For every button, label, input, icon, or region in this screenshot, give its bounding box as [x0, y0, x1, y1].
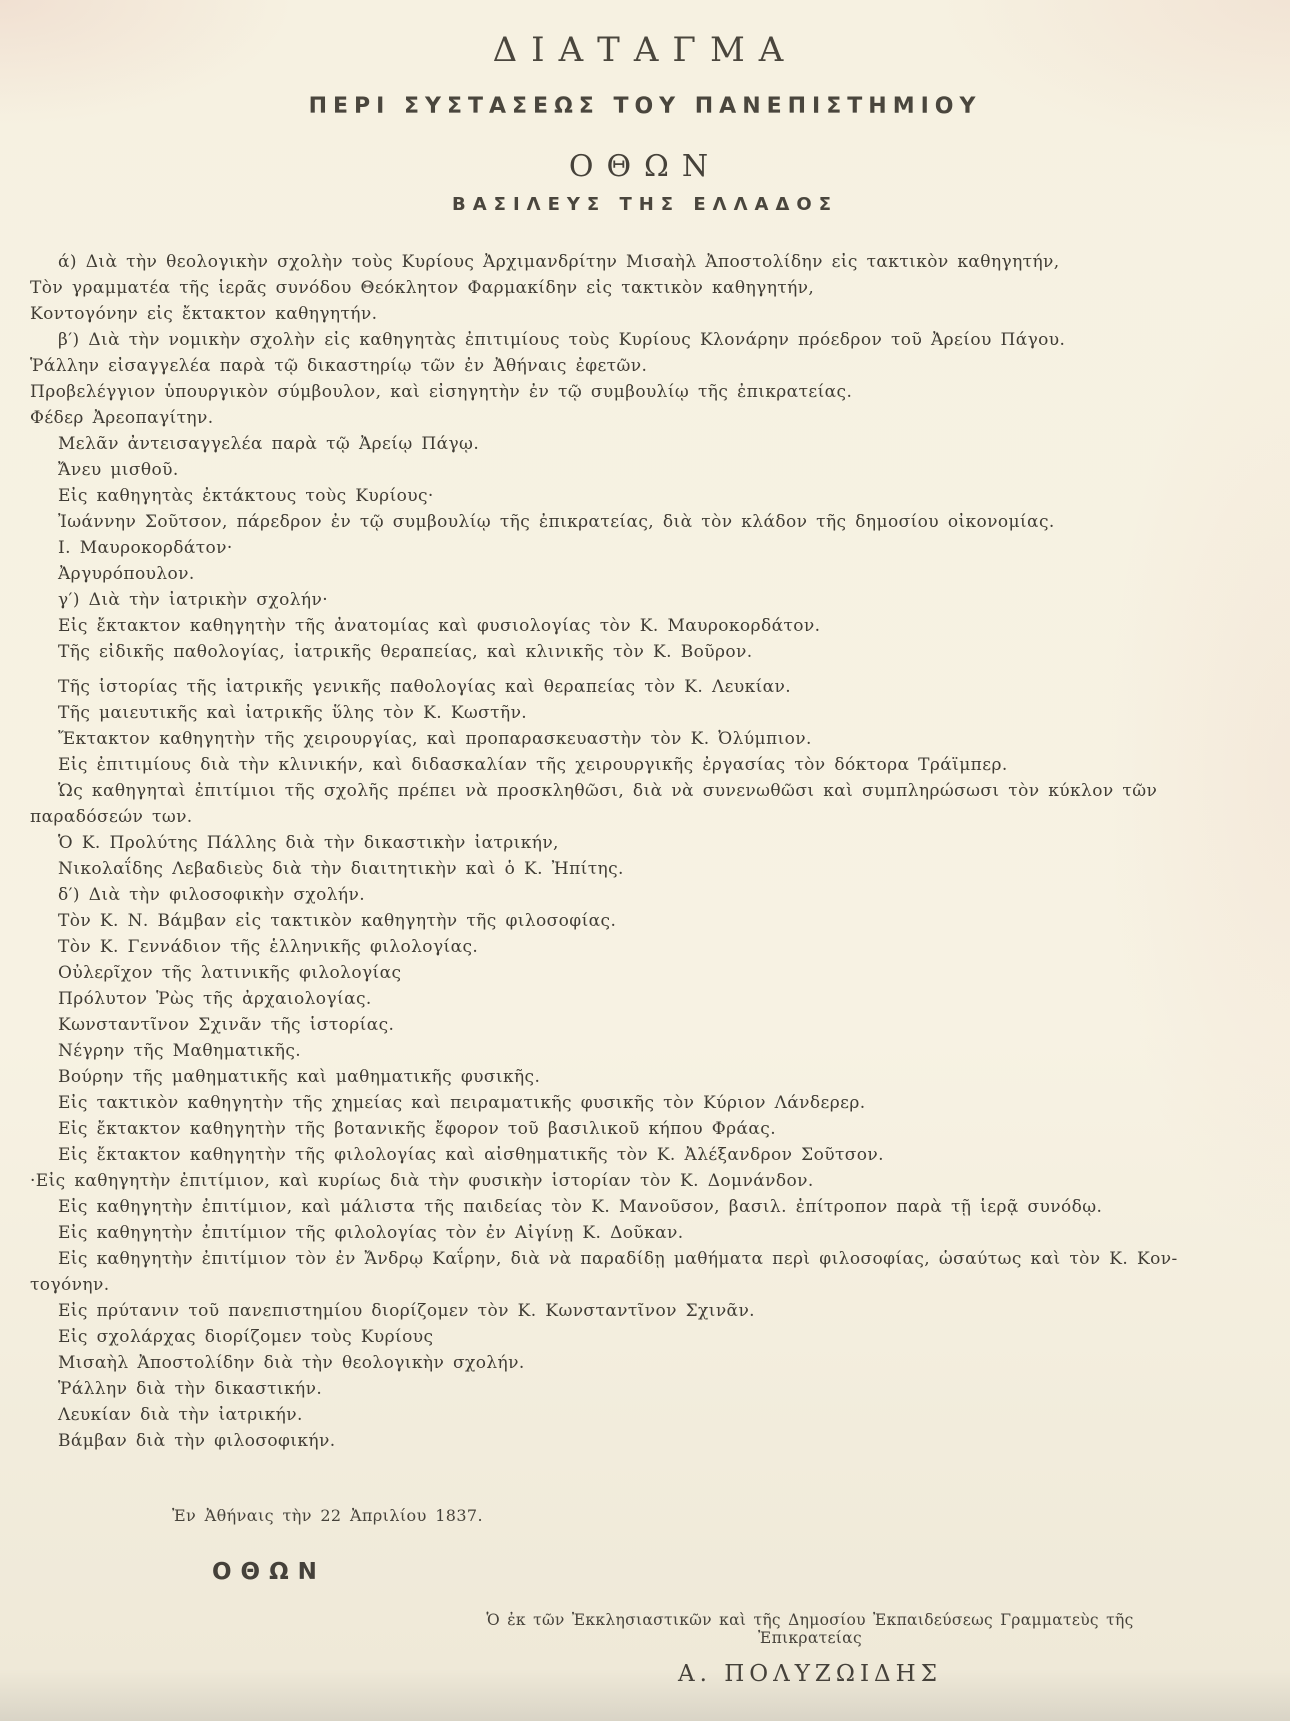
body-line: Ι. Μαυροκορδάτον· — [58, 538, 233, 558]
dateline: Ἐν Ἀθήναις τὴν 22 Ἀπριλίου 1837. — [172, 1506, 483, 1525]
body-line: Εἰς καθηγητὴν ἐπιτίμιον τὸν ἐν Ἄνδρῳ Καΐρην, διὰ νὰ παραδίδῃ μαθήματα περὶ φιλοσοφίας, ὡσαύτως καὶ τὸν Κ. Κον- — [58, 1249, 1178, 1269]
body-line: Πρόλυτον Ῥὼς τῆς ἀρχαιολογίας. — [58, 989, 372, 1009]
body-line: Τὸν Κ. Ν. Βάμβαν εἰς τακτικὸν καθηγητὴν τῆς φιλοσοφίας. — [58, 911, 617, 931]
body-line: δ′) Διὰ τὴν φιλοσοφικὴν σχολήν. — [58, 885, 366, 905]
body-line: Κοντογόνην εἰς ἔκτακτον καθηγητήν. — [30, 304, 378, 324]
body-line: Ὡς καθηγηταὶ ἐπιτίμιοι τῆς σχολῆς πρέπει νὰ προσκληθῶσι, διὰ νὰ συνενωθῶσι καὶ συμπληρώσωσι τὸν κύκλον τῶν — [58, 781, 1158, 801]
body-line: Νέγρην τῆς Μαθηματικῆς. — [58, 1041, 302, 1061]
body-line: Λευκίαν διὰ τὴν ἰατρικήν. — [58, 1405, 303, 1425]
body-line: ·Εἰς καθηγητὴν ἐπιτίμιον, καὶ κυρίως διὰ τὴν φυσικὴν ἱστορίαν τὸν Κ. Δομνάνδον. — [30, 1171, 814, 1191]
body-line: Εἰς πρύτανιν τοῦ πανεπιστημίου διορίζομεν τὸν Κ. Κωνσταντῖνον Σχινᾶν. — [58, 1301, 755, 1321]
body-line: Τῆς εἰδικῆς παθολογίας, ἰατρικῆς θεραπείας, καὶ κλινικῆς τὸν Κ. Βοῦρον. — [58, 642, 753, 662]
body-line: Εἰς σχολάρχας διορίζομεν τοὺς Κυρίους — [58, 1327, 434, 1347]
king-name-heading: ΟΘΩΝ — [568, 149, 722, 184]
body-line: ά) Διὰ τὴν θεολογικὴν σχολὴν τοὺς Κυρίους Ἀρχιμανδρίτην Μισαὴλ Ἀποστολίδην εἰς τακτικὸν καθηγητήν, — [58, 252, 1060, 272]
body-line: Εἰς τακτικὸν καθηγητὴν τῆς χημείας καὶ πειραματικῆς φυσικῆς τὸν Κύριον Λάνδερερ. — [58, 1093, 866, 1113]
body-line: Ἄνευ μισθοῦ. — [58, 460, 179, 480]
body-line: Ῥάλλην εἰσαγγελέα παρὰ τῷ δικαστηρίῳ τῶν ἐν Ἀθήναις ἐφετῶν. — [30, 356, 648, 376]
body-line: Μισαὴλ Ἀποστολίδην διὰ τὴν θεολογικὴν σχολήν. — [58, 1353, 525, 1373]
body-line: γ′) Διὰ τὴν ἰατρικὴν σχολήν· — [58, 590, 329, 610]
body-line: Εἰς καθηγητὴν ἐπιτίμιον τῆς φιλολογίας τὸν ἐν Αἰγίνῃ Κ. Δοῦκαν. — [58, 1223, 684, 1243]
body-line: Τῆς μαιευτικῆς καὶ ἰατρικῆς ὕλης τὸν Κ. Κωστῆν. — [58, 703, 528, 723]
decree-subtitle: ΠΕΡΙ ΣΥΣΤΑΣΕΩΣ ΤΟΥ ΠΑΝΕΠΙΣΤΗΜΙΟΥ — [308, 94, 982, 119]
secretary-block — [470, 1611, 1150, 1687]
body-line: Τὸν Κ. Γεννάδιον τῆς ἑλληνικῆς φιλολογίας. — [58, 937, 479, 957]
secretary-signature: Α. ΠΟΛΥΖΩΙΔΗΣ — [677, 1661, 942, 1687]
body-line: Εἰς ἔκτακτον καθηγητὴν τῆς ἀνατομίας καὶ φυσιολογίας τὸν Κ. Μαυροκορδάτον. — [58, 616, 821, 636]
body-line: Οὐλερῖχον τῆς λατινικῆς φιλολογίας — [58, 963, 402, 983]
body-line: Προβελέγγιον ὑπουργικὸν σύμβουλον, καὶ εἰσηγητὴν ἐν τῷ συμβουλίῳ τῆς ἐπικρατείας. — [30, 382, 853, 402]
body-line: Εἰς καθηγητὴν ἐπιτίμιον, καὶ μάλιστα τῆς παιδείας τὸν Κ. Μανοῦσον, βασιλ. ἐπίτροπον παρὰ τῇ ἱερᾷ συνόδῳ. — [58, 1197, 1103, 1217]
body-line: Βάμβαν διὰ τὴν φιλοσοφικήν. — [58, 1431, 336, 1451]
body-line: Φέδερ Ἀρεοπαγίτην. — [30, 408, 214, 428]
body-line: Εἰς καθηγητὰς ἐκτάκτους τοὺς Κυρίους· — [58, 486, 434, 506]
body-line: Ὁ Κ. Προλύτης Πάλλης διὰ τὴν δικαστικὴν ἰατρικήν, — [58, 833, 559, 853]
body-line: Ἀργυρόπουλον. — [58, 564, 195, 584]
secretary-title: Ὁ ἐκ τῶν Ἐκκλησιαστικῶν καὶ τῆς Δημοσίου Ἐκπαιδεύσεως Γραμματεὺς τῆς Ἐπικρατείας — [486, 1611, 1134, 1647]
body-line: παραδόσεών των. — [30, 807, 193, 827]
decree-body — [30, 249, 1260, 1454]
body-line: Βούρην τῆς μαθηματικῆς καὶ μαθηματικῆς φυσικῆς. — [58, 1067, 541, 1087]
body-line: Ἔκτακτον καθηγητὴν τῆς χειρουργίας, καὶ προπαρασκευαστὴν τὸν Κ. Ὀλύμπιον. — [58, 729, 812, 749]
body-line: τογόνην. — [30, 1275, 110, 1295]
decree-page — [0, 30, 1290, 1721]
body-line: Τῆς ἱστορίας τῆς ἰατρικῆς γενικῆς παθολογίας καὶ θεραπείας τὸν Κ. Λευκίαν. — [58, 677, 792, 697]
body-line: Ἰωάννην Σοῦτσον, πάρεδρον ἐν τῷ συμβουλίῳ τῆς ἐπικρατείας, διὰ τὸν κλάδον τῆς δημοσίου οἰκονομίας. — [58, 512, 1055, 532]
king-title-heading: ΒΑΣΙΛΕΥΣ ΤΗΣ ΕΛΛΑΔΟΣ — [452, 194, 838, 215]
body-line: Εἰς ἐπιτιμίους διὰ τὴν κλινικήν, καὶ διδασκαλίαν τῆς χειρουργικῆς ἐργασίας τὸν δόκτορα Τράϊμπερ. — [58, 755, 1008, 775]
body-line: Κωνσταντῖνον Σχινᾶν τῆς ἱστορίας. — [58, 1015, 395, 1035]
royal-signature: ΟΘΩΝ — [212, 1559, 326, 1585]
body-line: Νικολαΐδης Λεβαδιεὺς διὰ τὴν διαιτητικὴν καὶ ὁ Κ. Ἠπίτης. — [58, 859, 624, 879]
body-line: Ῥάλλην διὰ τὴν δικαστικήν. — [58, 1379, 323, 1399]
body-line: Μελᾶν ἀντεισαγγελέα παρὰ τῷ Ἀρείῳ Πάγῳ. — [58, 434, 480, 454]
body-line: β′) Διὰ τὴν νομικὴν σχολὴν εἰς καθηγητὰς ἐπιτιμίους τοὺς Κυρίους Κλονάρην πρόεδρον τοῦ Ἀρείου Πάγου. — [58, 330, 1066, 350]
body-line: Εἰς ἔκτακτον καθηγητὴν τῆς φιλολογίας καὶ αἰσθηματικῆς τὸν Κ. Ἀλέξανδρον Σοῦτσον. — [58, 1145, 884, 1165]
body-line: Τὸν γραμματέα τῆς ἱερᾶς συνόδου Θεόκλητον Φαρμακίδην εἰς τακτικὸν καθηγητήν, — [30, 278, 815, 298]
body-line: Εἰς ἔκτακτον καθηγητὴν τῆς βοτανικῆς ἔφορον τοῦ βασιλικοῦ κήπου Φράας. — [58, 1119, 777, 1139]
decree-title: ΔΙΑΤΑΓΜΑ — [492, 30, 798, 70]
